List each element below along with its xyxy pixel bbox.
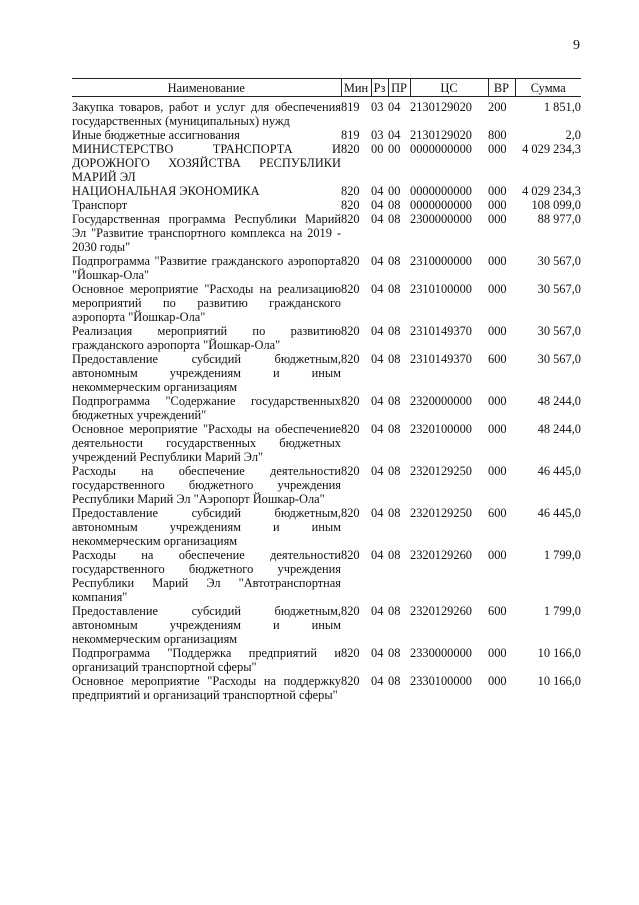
table-row <box>72 282 581 324</box>
cell-cs: 2320100000 <box>410 422 472 436</box>
column-header-name: Наименование <box>72 79 341 97</box>
table-row <box>72 324 581 352</box>
cell-name: Основное мероприятие "Расходы на обеспечение деятельности государственных бюджетных учреждений Республики Марий Эл" <box>72 422 341 464</box>
cell-name: Расходы на обеспечение деятельности государственного бюджетного учреждения Республики Марий Эл "Автотранспортная компания" <box>72 548 341 604</box>
cell-sum: 1 799,0 <box>543 548 581 562</box>
table-row <box>72 142 581 184</box>
cell-min: 820 <box>341 254 360 268</box>
cell-cs: 2320129250 <box>410 464 472 478</box>
cell-name: Иные бюджетные ассигнования <box>72 128 240 142</box>
cell-pr: 08 <box>388 394 401 408</box>
table-row <box>72 646 581 674</box>
cell-rz: 04 <box>371 184 384 198</box>
cell-pr: 08 <box>388 282 401 296</box>
cell-cs: 2310000000 <box>410 254 472 268</box>
cell-vr: 000 <box>488 422 507 436</box>
column-header-vr: ВР <box>488 79 515 97</box>
table-row <box>72 100 581 128</box>
cell-sum: 48 244,0 <box>537 422 581 436</box>
cell-vr: 000 <box>488 324 507 338</box>
cell-vr: 200 <box>488 100 507 114</box>
cell-sum: 30 567,0 <box>537 324 581 338</box>
cell-vr: 000 <box>488 548 507 562</box>
column-header-rz: Рз <box>371 79 388 97</box>
page-number: 9 <box>573 38 580 53</box>
cell-vr: 000 <box>488 394 507 408</box>
cell-cs: 2310100000 <box>410 282 472 296</box>
cell-pr: 08 <box>388 506 401 520</box>
cell-sum: 10 166,0 <box>537 646 581 660</box>
cell-rz: 04 <box>371 646 384 660</box>
cell-min: 820 <box>341 604 360 618</box>
cell-name: Основное мероприятие "Расходы на реализацию мероприятий по развитию гражданского аэропорта "Йошкар-Ола" <box>72 282 341 324</box>
cell-vr: 600 <box>488 352 507 366</box>
cell-min: 820 <box>341 324 360 338</box>
cell-pr: 08 <box>388 422 401 436</box>
cell-min: 820 <box>341 394 360 408</box>
cell-cs: 2310149370 <box>410 352 472 366</box>
cell-cs: 2320129260 <box>410 548 472 562</box>
cell-vr: 800 <box>488 128 507 142</box>
cell-sum: 108 099,0 <box>531 198 581 212</box>
cell-pr: 04 <box>388 128 401 142</box>
table-row <box>72 548 581 604</box>
cell-min: 820 <box>341 198 360 212</box>
cell-min: 820 <box>341 184 360 198</box>
cell-sum: 48 244,0 <box>537 394 581 408</box>
cell-rz: 00 <box>371 142 384 156</box>
cell-pr: 08 <box>388 254 401 268</box>
cell-name: Предоставление субсидий бюджетным, автономным учреждениям и иным некоммерческим организациям <box>72 352 341 394</box>
table-row <box>72 394 581 422</box>
cell-cs: 0000000000 <box>410 142 472 156</box>
cell-vr: 000 <box>488 184 507 198</box>
cell-vr: 000 <box>488 674 507 688</box>
cell-min: 820 <box>341 674 360 688</box>
cell-name: Предоставление субсидий бюджетным, автономным учреждениям и иным некоммерческим организациям <box>72 506 341 548</box>
cell-pr: 04 <box>388 100 401 114</box>
cell-rz: 04 <box>371 394 384 408</box>
cell-rz: 03 <box>371 128 384 142</box>
column-header-sum: Сумма <box>515 79 581 97</box>
table-header-row <box>72 79 581 97</box>
cell-rz: 03 <box>371 100 384 114</box>
cell-sum: 4 029 234,3 <box>522 142 581 156</box>
cell-cs: 2130129020 <box>410 100 472 114</box>
cell-sum: 30 567,0 <box>537 352 581 366</box>
cell-cs: 2330100000 <box>410 674 472 688</box>
cell-name: Подпрограмма "Поддержка предприятий и организаций транспортной сферы" <box>72 646 341 674</box>
cell-cs: 2320129260 <box>410 604 472 618</box>
table-row <box>72 128 581 142</box>
cell-vr: 000 <box>488 464 507 478</box>
cell-name: Расходы на обеспечение деятельности государственного бюджетного учреждения Республики Марий Эл "Аэропорт Йошкар-Ола" <box>72 464 341 506</box>
cell-pr: 08 <box>388 212 401 226</box>
cell-rz: 04 <box>371 324 384 338</box>
cell-pr: 00 <box>388 142 401 156</box>
cell-vr: 600 <box>488 506 507 520</box>
cell-name: Государственная программа Республики Марий Эл "Развитие транспортного комплекса на 2019 - 2030 годы" <box>72 212 341 254</box>
cell-cs: 2300000000 <box>410 212 472 226</box>
budget-table <box>72 78 581 702</box>
cell-name: Транспорт <box>72 198 128 212</box>
cell-name: Закупка товаров, работ и услуг для обеспечения государственных (муниципальных) нужд <box>72 100 341 128</box>
cell-min: 820 <box>341 352 360 366</box>
column-header-pr: ПР <box>388 79 410 97</box>
cell-pr: 08 <box>388 198 401 212</box>
cell-vr: 000 <box>488 142 507 156</box>
cell-sum: 88 977,0 <box>537 212 581 226</box>
cell-cs: 0000000000 <box>410 184 472 198</box>
table-row <box>72 464 581 506</box>
cell-rz: 04 <box>371 352 384 366</box>
cell-vr: 000 <box>488 212 507 226</box>
cell-vr: 600 <box>488 604 507 618</box>
cell-min: 819 <box>341 128 360 142</box>
cell-sum: 10 166,0 <box>537 674 581 688</box>
cell-min: 820 <box>341 422 360 436</box>
cell-cs: 2310149370 <box>410 324 472 338</box>
cell-rz: 04 <box>371 604 384 618</box>
cell-min: 820 <box>341 464 360 478</box>
cell-sum: 1 851,0 <box>543 100 581 114</box>
column-header-min: Мин <box>341 79 371 97</box>
cell-vr: 000 <box>488 646 507 660</box>
cell-name: Основное мероприятие "Расходы на поддержку предприятий и организаций транспортной сферы" <box>72 674 341 702</box>
cell-cs: 0000000000 <box>410 198 472 212</box>
cell-pr: 08 <box>388 646 401 660</box>
cell-sum: 30 567,0 <box>537 254 581 268</box>
cell-pr: 08 <box>388 464 401 478</box>
cell-name: Предоставление субсидий бюджетным, автономным учреждениям и иным некоммерческим организациям <box>72 604 341 646</box>
cell-rz: 04 <box>371 198 384 212</box>
cell-rz: 04 <box>371 674 384 688</box>
cell-pr: 08 <box>388 352 401 366</box>
cell-sum: 30 567,0 <box>537 282 581 296</box>
cell-min: 820 <box>341 506 360 520</box>
cell-vr: 000 <box>488 254 507 268</box>
table-body <box>72 97 581 703</box>
table-row <box>72 422 581 464</box>
cell-name: НАЦИОНАЛЬНАЯ ЭКОНОМИКА <box>72 184 260 198</box>
cell-sum: 46 445,0 <box>537 464 581 478</box>
cell-name: Реализация мероприятий по развитию гражданского аэропорта "Йошкар-Ола" <box>72 324 341 352</box>
cell-pr: 08 <box>388 674 401 688</box>
table-row <box>72 212 581 254</box>
table-row <box>72 352 581 394</box>
cell-sum: 4 029 234,3 <box>522 184 581 198</box>
cell-rz: 04 <box>371 422 384 436</box>
table-row <box>72 198 581 212</box>
cell-rz: 04 <box>371 548 384 562</box>
cell-min: 820 <box>341 142 360 156</box>
cell-min: 820 <box>341 212 360 226</box>
cell-pr: 00 <box>388 184 401 198</box>
cell-vr: 000 <box>488 282 507 296</box>
cell-vr: 000 <box>488 198 507 212</box>
cell-rz: 04 <box>371 282 384 296</box>
cell-min: 820 <box>341 646 360 660</box>
cell-sum: 2,0 <box>565 128 581 142</box>
table-row <box>72 506 581 548</box>
cell-name: Подпрограмма "Содержание государственных бюджетных учреждений" <box>72 394 341 422</box>
cell-rz: 04 <box>371 212 384 226</box>
cell-name: Подпрограмма "Развитие гражданского аэропорта "Йошкар-Ола" <box>72 254 341 282</box>
cell-cs: 2130129020 <box>410 128 472 142</box>
table-row <box>72 254 581 282</box>
cell-pr: 08 <box>388 604 401 618</box>
table-row <box>72 184 581 198</box>
cell-pr: 08 <box>388 548 401 562</box>
cell-sum: 46 445,0 <box>537 506 581 520</box>
cell-cs: 2320000000 <box>410 394 472 408</box>
cell-rz: 04 <box>371 506 384 520</box>
cell-sum: 1 799,0 <box>543 604 581 618</box>
cell-min: 820 <box>341 548 360 562</box>
cell-min: 820 <box>341 282 360 296</box>
cell-cs: 2330000000 <box>410 646 472 660</box>
cell-min: 819 <box>341 100 360 114</box>
table-row <box>72 604 581 646</box>
cell-rz: 04 <box>371 464 384 478</box>
cell-cs: 2320129250 <box>410 506 472 520</box>
cell-name: МИНИСТЕРСТВО ТРАНСПОРТА И ДОРОЖНОГО ХОЗЯЙСТВА РЕСПУБЛИКИ МАРИЙ ЭЛ <box>72 142 341 184</box>
table-row <box>72 674 581 702</box>
cell-pr: 08 <box>388 324 401 338</box>
cell-rz: 04 <box>371 254 384 268</box>
column-header-cs: ЦС <box>410 79 488 97</box>
